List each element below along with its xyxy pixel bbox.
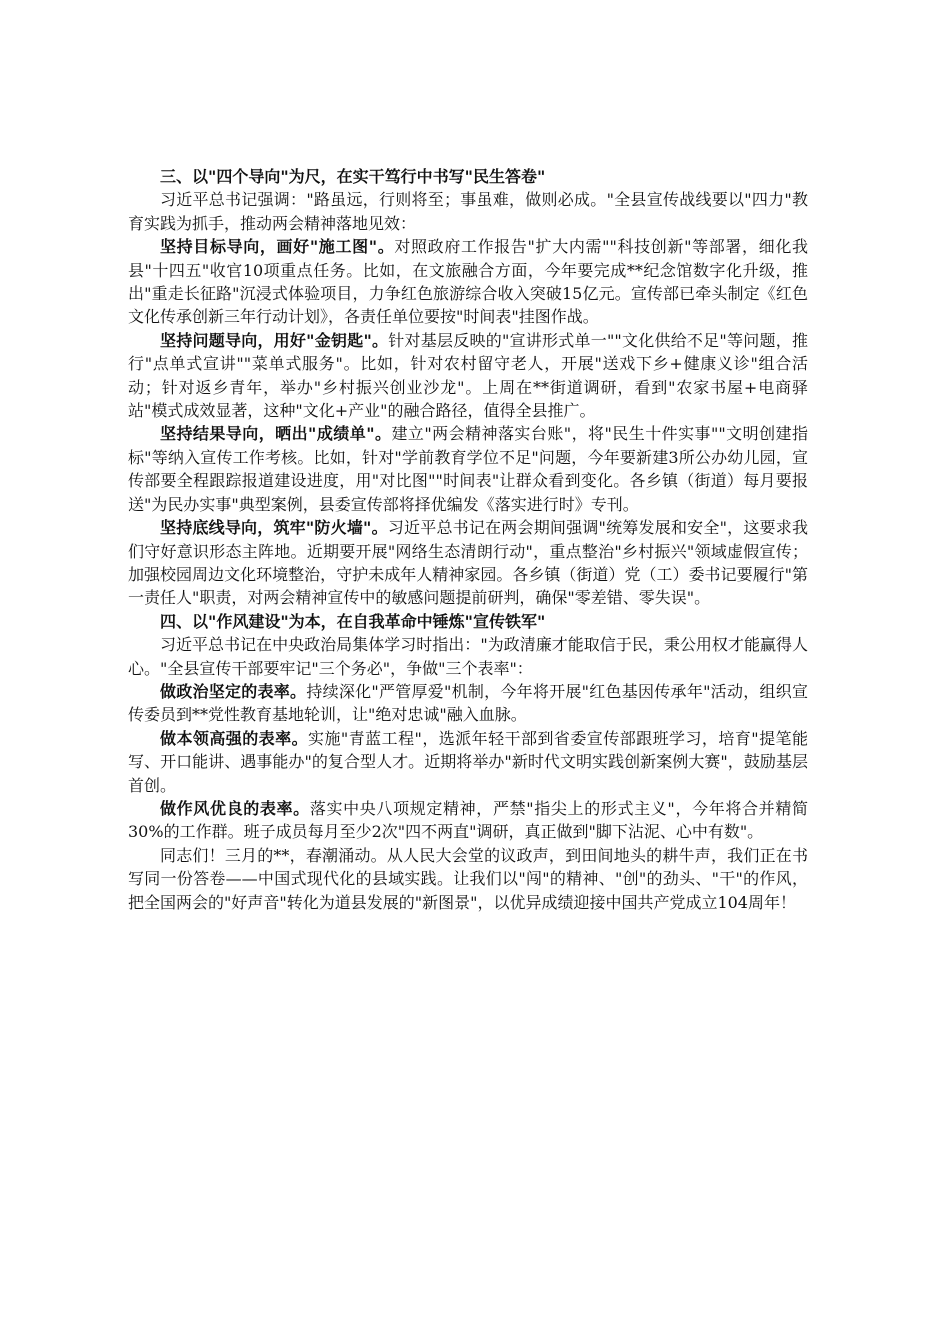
section-4-item-2 bbox=[128, 727, 808, 797]
item-text: 实施"青蓝工程"，选派年轻干部到省委宣传部跟班学习，培育"提笔能写、开口能讲、遇事能办"的复合型人才。近期将举办"新时代文明实践创新案例大赛"，鼓励基层首创。 bbox=[128, 728, 808, 795]
section-4-heading: 四、以"作风建设"为本，在自我革命中锤炼"宣传铁军" bbox=[160, 611, 546, 631]
item-lead: 做本领高强的表率。 bbox=[160, 728, 309, 748]
document-page bbox=[128, 165, 808, 914]
section-3-item-4 bbox=[128, 516, 808, 610]
section-3-item-2 bbox=[128, 329, 808, 423]
item-text: 持续深化"严管厚爱"机制，今年将开展"红色基因传承年"活动，组织宣传委员到**党性教育基地轮训，让"绝对忠诚"融入血脉。 bbox=[128, 681, 808, 725]
item-text: 习近平总书记在两会期间强调"统筹发展和安全"，这要求我们守好意识形态主阵地。近期要开展"网络生态清朗行动"，重点整治"乡村振兴"领域虚假宣传；加强校园周边文化环境整治，守护未成年人精神家园。各乡镇（街道）党（工）委书记要履行"第一责任人"职责，对两会精神宣传中的敏感问题提前研判，确保"零差错、零失误"。 bbox=[128, 518, 808, 608]
section-4-item-1 bbox=[128, 680, 808, 727]
section-3-item-3 bbox=[128, 422, 808, 516]
item-lead: 坚持底线导向，筑牢"防火墙"。 bbox=[160, 518, 388, 538]
item-lead: 做政治坚定的表率。 bbox=[160, 681, 307, 701]
item-lead: 坚持结果导向，晒出"成绩单"。 bbox=[160, 424, 392, 444]
item-lead: 坚持目标导向，画好"施工图"。 bbox=[160, 237, 395, 257]
item-text: 落实中央八项规定精神，严禁"指尖上的形式主义"，今年将合并精简30%的工作群。班子成员每月至少2次"四不两直"调研，真正做到"脚下沾泥、心中有数"。 bbox=[128, 798, 808, 842]
item-lead: 坚持问题导向，用好"金钥匙"。 bbox=[160, 330, 389, 350]
section-4-intro: 习近平总书记在中央政治局集体学习时指出："为政清廉才能取信于民，秉公用权才能赢得人心。"全县宣传干部要牢记"三个务必"，争做"三个表率"： bbox=[128, 635, 808, 678]
closing-paragraph: 同志们！三月的**，春潮涌动。从人民大会堂的议政声，到田间地头的耕牛声，我们正在书写同一份答卷——中国式现代化的县域实践。让我们以"闯"的精神、"创"的劲头、"干"的作风，把全国两会的"好声音"转化为道县发展的"新图景"，以优异成绩迎接中国共产党成立104周年！ bbox=[128, 845, 808, 912]
item-text: 针对基层反映的"宣讲形式单一""文化供给不足"等问题，推行"点单式宣讲""菜单式服务"。比如，针对农村留守老人，开展"送戏下乡+健康义诊"组合活动；针对返乡青年，举办"乡村振兴创业沙龙"。上周在**街道调研，看到"农家书屋+电商驿站"模式成效显著，这种"文化+产业"的融合路径，值得全县推广。 bbox=[128, 330, 808, 421]
item-text: 对照政府工作报告"扩大内需""科技创新"等部署，细化我县"十四五"收官10项重点任务。比如，在文旅融合方面，今年要完成**纪念馆数字化升级，推出"重走长征路"沉浸式体验项目，力争红色旅游综合收入突破15亿元。宣传部已牵头制定《红色文化传承创新三年行动计划》，各责任单位要按"时间表"挂图作战。 bbox=[128, 237, 808, 327]
item-text: 建立"两会精神落实台账"，将"民生十件实事""文明创建指标"等纳入宣传工作考核。比如，针对"学前教育学位不足"问题，今年要新建3所公办幼儿园，宣传部要全程跟踪报道建设进度，用"对比图""时间表"让群众看到变化。各乡镇（街道）每月要报送"为民办实事"典型案例，县委宣传部将择优编发《落实进行时》专刊。 bbox=[128, 424, 808, 514]
section-3-item-1 bbox=[128, 235, 808, 329]
item-lead: 做作风优良的表率。 bbox=[160, 798, 310, 818]
section-3-heading: 三、以"四个导向"为尺，在实干笃行中书写"民生答卷" bbox=[160, 167, 546, 186]
section-3-intro: 习近平总书记强调："路虽远，行则将至；事虽难，做则必成。"全县宣传战线要以"四力"教育实践为抓手，推动两会精神落地见效： bbox=[128, 190, 808, 233]
section-4-item-3 bbox=[128, 797, 808, 844]
